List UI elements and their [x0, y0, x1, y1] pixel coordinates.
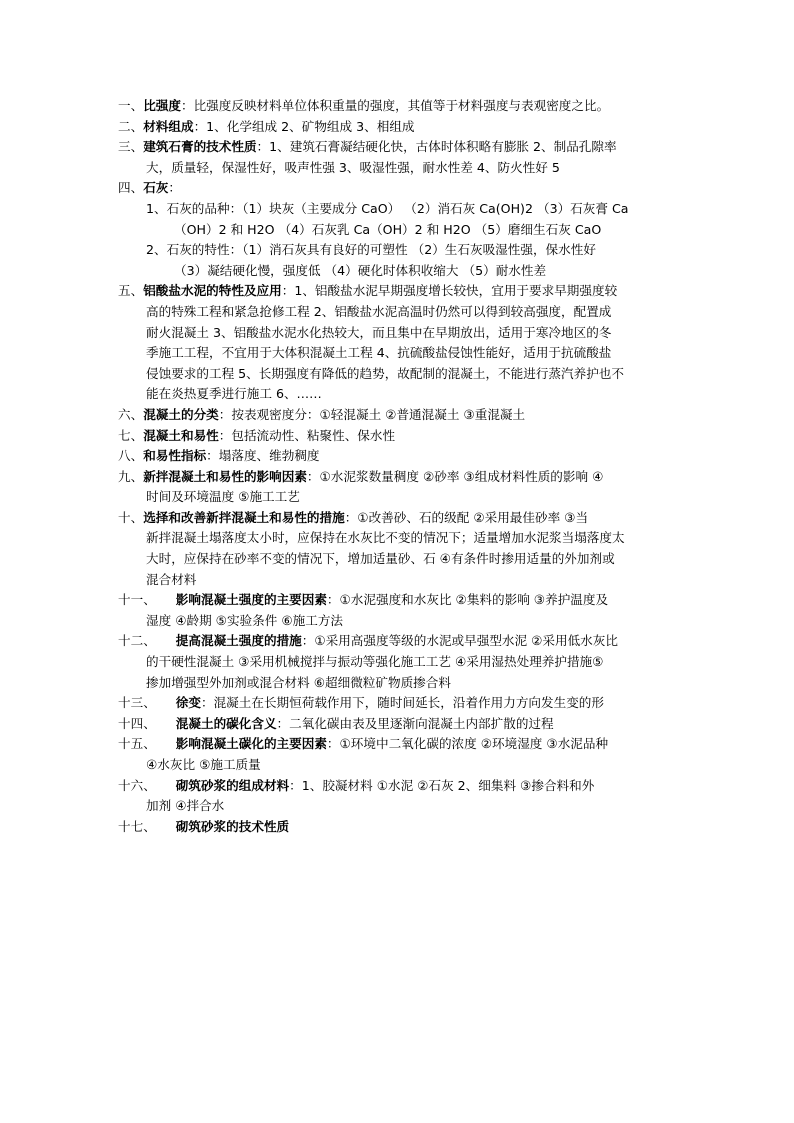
outline-item-first-line: [118, 776, 698, 797]
item-text-continuation: 加剂 ④拌合水: [146, 798, 225, 814]
item-number: 八、: [118, 448, 144, 464]
outline-item: [118, 405, 698, 426]
item-text-continuation: 能在炎热夏季进行施工 6、……: [146, 386, 322, 402]
item-text: ：①改善砂、石的级配 ②采用最佳砂率 ③当: [344, 509, 589, 525]
item-title: 新拌混凝土和易性的影响因素: [143, 468, 307, 484]
item-text-continuation: 的干硬性混凝土 ③采用机械搅拌与振动等强化施工工艺 ④采用湿热处理养护措施⑤: [146, 654, 604, 670]
outline-item-first-line: [118, 281, 698, 302]
item-text-continuation: 湿度 ④龄期 ⑤实验条件 ⑥施工方法: [146, 612, 344, 628]
item-text-continuation: 高的特殊工程和紧急抢修工程 2、铝酸盐水泥高温时仍然可以得到较高强度，配置成: [146, 303, 612, 319]
item-title: 提高混凝土强度的措施: [175, 633, 302, 649]
item-number: 六、: [118, 406, 144, 422]
outline-item: [118, 96, 698, 117]
item-text: ：混凝土在长期恒荷载作用下，随时间延长，沿着作用力方向发生变的形: [200, 695, 604, 711]
document-body: [118, 96, 698, 837]
outline-item: [118, 426, 698, 447]
item-title: 建筑石膏的技术性质: [143, 139, 257, 155]
item-number: 九、: [118, 468, 144, 484]
item-title: 石灰: [143, 180, 169, 196]
item-text: ：按表观密度分：①轻混凝土 ②普通混凝土 ③重混凝土: [218, 406, 526, 422]
item-number: 三、: [118, 139, 144, 155]
outline-item-first-line: [118, 693, 698, 714]
item-number: 十五、: [118, 736, 156, 752]
item-title: 混凝土的碳化含义: [175, 715, 277, 731]
outline-item-first-line: [118, 590, 698, 611]
item-title: 选择和改善新拌混凝土和易性的措施: [143, 509, 345, 525]
outline-item-first-line: [118, 508, 698, 529]
outline-item-first-line: [118, 117, 698, 138]
outline-item: [118, 281, 698, 405]
item-number: 十、: [118, 509, 144, 525]
item-title: 比强度: [143, 98, 181, 113]
outline-item-first-line: [118, 817, 698, 838]
outline-item: [118, 590, 698, 631]
item-number: 十六、: [118, 777, 156, 793]
sub-item-line: （3）凝结硬化慢，强度低 （4）硬化时体积收缩大 （5）耐水性差: [174, 262, 547, 278]
outline-item: [118, 631, 698, 693]
item-text-continuation: ④水灰比 ⑤施工质量: [146, 757, 261, 772]
item-title: 铝酸盐水泥的特性及应用: [143, 283, 282, 299]
item-title: 混凝土的分类: [143, 406, 219, 422]
outline-item-first-line: [118, 467, 698, 488]
item-number: 十四、: [118, 715, 156, 731]
item-title: 和易性指标: [143, 448, 207, 464]
sub-item-line: 2、石灰的特性：（1）消石灰具有良好的可塑性 （2）生石灰吸湿性强，保水性好: [146, 242, 596, 258]
outline-item: [118, 178, 698, 281]
item-title: 影响混凝土强度的主要因素: [175, 592, 327, 608]
outline-item-first-line: [118, 426, 698, 447]
item-number: 二、: [118, 118, 144, 134]
item-number: 十二、: [118, 633, 156, 649]
outline-item-first-line: [118, 714, 698, 735]
item-text: ：①环境中二氧化碳的浓度 ②环境湿度 ③水泥品种: [326, 736, 609, 752]
item-text: ：①水泥浆数量稠度 ②砂率 ③组成材料性质的影响 ④: [306, 468, 604, 484]
outline-item: [118, 693, 698, 714]
outline-item-first-line: [118, 178, 698, 199]
item-text-continuation: 混合材料: [146, 571, 197, 587]
item-text: ：二氧化碳由表及里逐渐向混凝土内部扩散的过程: [276, 715, 554, 731]
item-number: 一、: [118, 98, 144, 113]
item-title: 徐变: [175, 695, 201, 711]
outline-item-first-line: [118, 446, 698, 467]
sub-item-line: （OH）2 和 H2O （4）石灰乳 Ca（OH）2 和 H2O （5）磨细生石灰 CaO: [174, 221, 602, 237]
item-title: 砌筑砂浆的技术性质: [175, 818, 290, 834]
item-number: 十一、: [118, 592, 156, 608]
item-title: 混凝土和易性: [143, 427, 219, 443]
outline-item-first-line: [118, 137, 698, 158]
item-text-continuation: 耐火混凝土 3、铝酸盐水泥水化热较大，而且集中在早期放出，适用于寒冷地区的冬: [146, 324, 612, 340]
item-text: ：: [168, 180, 181, 196]
item-number: 五、: [118, 283, 144, 299]
item-number: 四、: [118, 180, 144, 196]
outline-item-first-line: [118, 96, 698, 117]
item-number: 十七、: [118, 818, 156, 834]
item-text-continuation: 新拌混凝土塌落度太小时，应保持在水灰比不变的情况下；适量增加水泥浆当塌落度太: [146, 530, 625, 546]
item-title: 影响混凝土碳化的主要因素: [175, 736, 327, 752]
sub-list: [118, 199, 698, 281]
sub-item-line: 1、石灰的品种：（1）块灰（主要成分 CaO） （2）消石灰 Ca(OH)2 （3）石灰膏 Ca: [146, 200, 629, 216]
item-text-continuation: 掺加增强型外加剂或混合材料 ⑥超细微粒矿物质掺合料: [146, 674, 451, 690]
item-title: 材料组成: [143, 118, 194, 134]
outline-item: [118, 508, 698, 590]
item-text: ：①采用高强度等级的水泥或早强型水泥 ②采用低水灰比: [301, 633, 618, 649]
outline-item-first-line: [118, 405, 698, 426]
outline-item-first-line: [118, 631, 698, 652]
item-number: 七、: [118, 427, 144, 443]
outline-item: [118, 467, 698, 508]
item-text-continuation: 时间及环境温度 ⑤施工工艺: [146, 489, 300, 505]
outline-item: [118, 714, 698, 735]
outline-item: [118, 734, 698, 775]
outline-item: [118, 117, 698, 138]
outline-item: [118, 776, 698, 817]
item-text: ：1、胶凝材料 ①水泥 ②石灰 2、细集料 ③掺合料和外: [289, 777, 595, 793]
item-text: ：①水泥强度和水灰比 ②集料的影响 ③养护温度及: [326, 592, 609, 608]
item-text: ：比强度反映材料单位体积重量的强度，其值等于材料强度与表观密度之比。: [180, 98, 610, 113]
item-text: ：包括流动性、粘聚性、保水性: [218, 427, 396, 443]
item-text-continuation: 侵蚀要求的工程 5、长期强度有降低的趋势，故配制的混凝土，不能进行蒸汽养护也不: [146, 365, 624, 381]
item-text: ：1、化学组成 2、矿物组成 3、相组成: [193, 118, 415, 134]
item-text: ：塌落度、维勃稠度: [206, 448, 320, 464]
outline-item: [118, 817, 698, 838]
item-text-continuation: 大时，应保持在砂率不变的情况下，增加适量砂、石 ④有条件时掺用适量的外加剂或: [146, 551, 615, 567]
item-text-continuation: 大，质量轻，保湿性好，吸声性强 3、吸湿性强，耐水性差 4、防火性好 5: [146, 159, 560, 175]
outline-item: [118, 446, 698, 467]
item-title: 砌筑砂浆的组成材料: [175, 777, 290, 793]
item-text: ：1、建筑石膏凝结硬化快，古体时体积略有膨胀 2、制品孔隙率: [256, 139, 617, 155]
item-text-continuation: 季施工工程，不宜用于大体积混凝土工程 4、抗硫酸盐侵蚀性能好，适用于抗硫酸盐: [146, 345, 612, 361]
outline-item-first-line: [118, 734, 698, 755]
item-number: 十三、: [118, 695, 156, 711]
item-text: ：1、铝酸盐水泥早期强度增长较快，宜用于要求早期强度较: [281, 283, 618, 299]
outline-item: [118, 137, 698, 178]
